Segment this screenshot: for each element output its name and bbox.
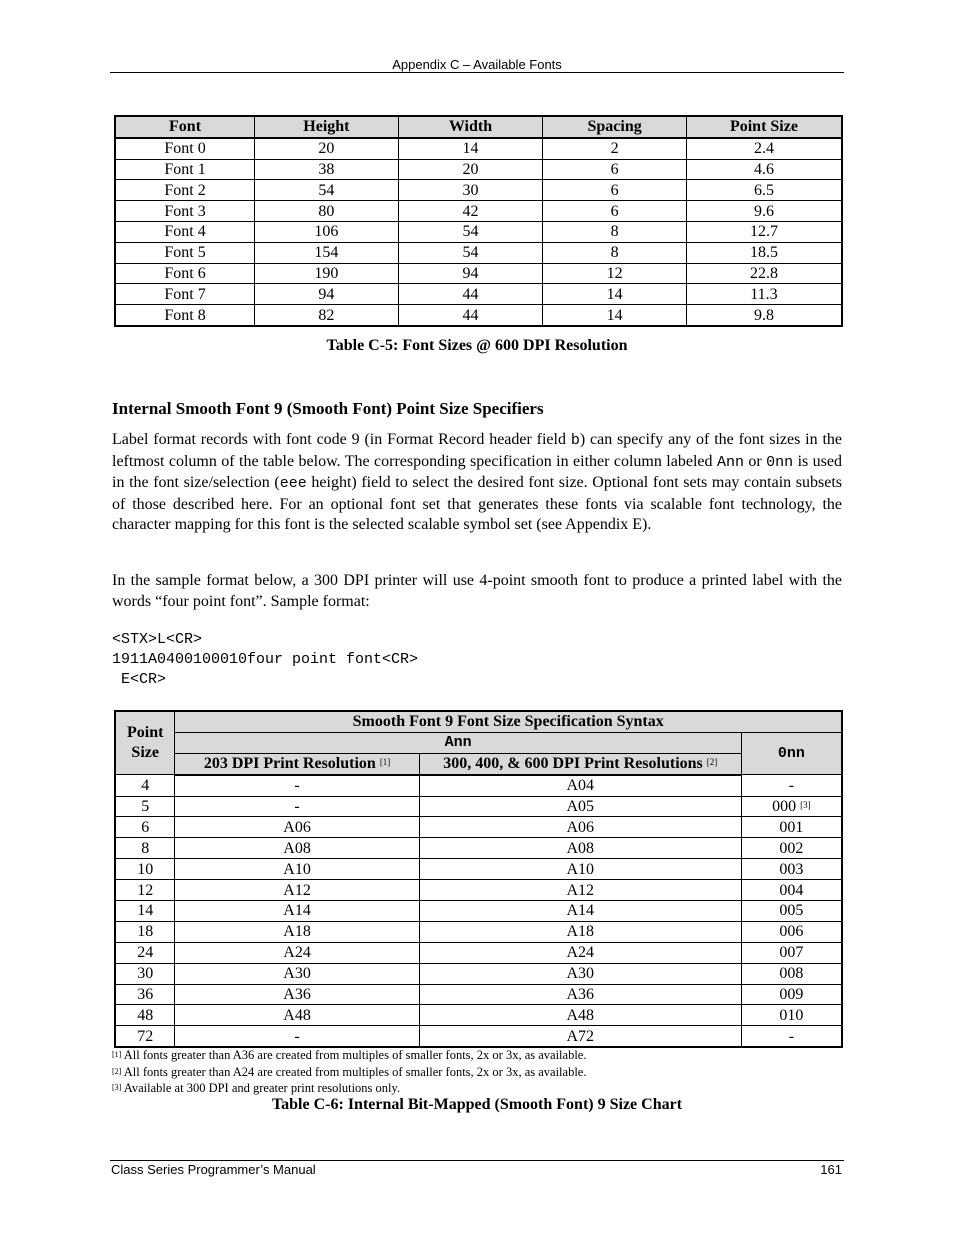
code-line: 1911A0400100010four point font<CR>: [112, 651, 419, 668]
cell-value: 009: [779, 986, 804, 1004]
smooth-font-size-table-body: [115, 775, 842, 1048]
table-cell: Font 0: [115, 138, 255, 159]
table-cell: 106: [255, 221, 399, 242]
cell-value: A72: [566, 1027, 595, 1045]
table-cell: [115, 817, 175, 838]
table-cell: 14: [543, 284, 687, 305]
syntax-group-header: Smooth Font 9 Font Size Specification Syntax: [175, 711, 842, 732]
table-row: [115, 921, 842, 942]
table-cell: 2: [543, 138, 687, 159]
table-cell: 190: [255, 263, 399, 284]
table-cell: Font 1: [115, 159, 255, 180]
table-cell: 80: [255, 201, 399, 222]
table-row: [115, 180, 842, 201]
table-cell: 9.8: [686, 305, 842, 326]
table-row: [115, 942, 842, 963]
table-row: [115, 284, 842, 305]
cell-value: -: [294, 777, 300, 795]
table-cell: [741, 963, 842, 984]
inline-code: b: [570, 432, 580, 449]
cell-value: A14: [283, 902, 311, 920]
footnote-ref: [3]: [800, 800, 811, 810]
cell-value: A30: [283, 965, 311, 983]
cell-value: 001: [779, 818, 804, 836]
cell-value: 008: [779, 965, 804, 983]
col-300-dpi-header: 300, 400, & 600 DPI Print Resolutions [2]: [419, 753, 741, 774]
table-cell: [419, 775, 741, 796]
table-row: [115, 796, 842, 817]
table-row: [115, 984, 842, 1005]
table-cell: [741, 880, 842, 901]
col-203-dpi-header: 203 DPI Print Resolution [1]: [175, 753, 419, 774]
table-row: [115, 305, 842, 326]
table-cell: [115, 880, 175, 901]
cell-value: A05: [566, 798, 595, 815]
table-cell: [741, 817, 842, 838]
cell-value: A24: [283, 944, 311, 962]
table-row: [115, 1005, 842, 1026]
table-cell: 82: [255, 305, 399, 326]
cell-value: A18: [283, 923, 311, 941]
footnote: [2] All fonts greater than A24 are created from multiples of smaller fonts, 2x or 3x, as available.: [112, 1064, 587, 1079]
table-cell: 14: [543, 305, 687, 326]
table-cell: Font 3: [115, 201, 255, 222]
table-cell: [419, 942, 741, 963]
running-footer-title: Class Series Programmer’s Manual: [111, 1162, 316, 1177]
cell-value: 18: [137, 923, 154, 941]
table-header-row: [115, 732, 842, 753]
table-cell: 94: [255, 284, 399, 305]
cell-value: A12: [566, 881, 595, 899]
table-cell: [741, 942, 842, 963]
table-cell: [175, 942, 419, 963]
table-cell: 22.8: [686, 263, 842, 284]
table-cell: [741, 796, 842, 817]
table-cell: [175, 817, 419, 838]
cell-value: 10: [137, 860, 154, 878]
table-cell: [741, 859, 842, 880]
table-cell: [175, 1026, 419, 1047]
smooth-font-size-table: [114, 710, 843, 1048]
table-cell: 38: [255, 159, 399, 180]
code-line: <STX>L<CR>: [112, 631, 203, 648]
table-row: [115, 838, 842, 859]
cell-value: 003: [779, 860, 804, 878]
inline-code: 0nn: [766, 453, 794, 471]
table-cell: [419, 838, 741, 859]
table-cell: Font 5: [115, 242, 255, 263]
table-cell: [175, 859, 419, 880]
table-cell: [419, 921, 741, 942]
cell-value: -: [788, 1027, 795, 1045]
table-cell: [115, 838, 175, 859]
table-caption: Table C-5: Font Sizes @ 600 DPI Resolution: [326, 337, 628, 354]
column-header: Spacing: [543, 116, 687, 138]
cell-value: A08: [283, 839, 311, 857]
font-sizes-table: [114, 115, 843, 327]
cell-value: A24: [566, 944, 595, 962]
table-cell: [115, 859, 175, 880]
cell-value: A06: [566, 818, 595, 836]
table-cell: 11.3: [686, 284, 842, 305]
cell-value: A04: [566, 777, 595, 795]
table-cell: 2.4: [686, 138, 842, 159]
table-cell: [741, 901, 842, 922]
cell-value: 010: [779, 1006, 804, 1024]
table-cell: [115, 1026, 175, 1047]
table-row: [115, 775, 842, 796]
column-header: Font: [115, 116, 255, 138]
cell-value: 8: [141, 839, 150, 857]
table-cell: [175, 796, 419, 817]
table-cell: 6: [543, 159, 687, 180]
cell-value: 002: [779, 839, 804, 857]
page-number: 161: [820, 1162, 842, 1177]
table-cell: 44: [398, 284, 543, 305]
font-sizes-table-body: [115, 138, 842, 326]
table-row: [115, 242, 842, 263]
table-cell: [419, 963, 741, 984]
table-row: [115, 1026, 842, 1047]
table-cell: 154: [255, 242, 399, 263]
table-row: [115, 859, 842, 880]
table-cell: [741, 838, 842, 859]
table-cell: 94: [398, 263, 543, 284]
table-cell: [175, 901, 419, 922]
table-cell: 12.7: [686, 221, 842, 242]
table-row: [115, 880, 842, 901]
table-cell: [419, 880, 741, 901]
cell-value: 48: [137, 1006, 154, 1024]
cell-value: A48: [566, 1006, 595, 1024]
table-cell: 12: [543, 263, 687, 284]
table-cell: 6: [543, 201, 687, 222]
table-cell: [115, 796, 175, 817]
table-cell: 9.6: [686, 201, 842, 222]
inline-code: Ann: [716, 453, 744, 471]
table-cell: 20: [255, 138, 399, 159]
table-cell: [115, 921, 175, 942]
cell-value: A06: [283, 818, 311, 836]
cell-value: 24: [137, 944, 154, 962]
table-cell: [175, 838, 419, 859]
table-cell: [175, 921, 419, 942]
cell-value: A12: [283, 881, 311, 899]
running-header: Appendix C – Available Fonts: [392, 57, 562, 72]
body-paragraph: In the sample format below, a 300 DPI printer will use 4-point smooth font to produce a printed label with the words “four point font”. Sample format:: [112, 572, 842, 610]
table-cell: [115, 942, 175, 963]
cell-value: A08: [566, 839, 595, 857]
cell-value: A18: [566, 923, 595, 941]
inline-code: eee: [279, 475, 307, 493]
body-paragraph: [112, 430, 842, 536]
cell-value: 4: [141, 776, 150, 794]
column-header: Height: [255, 116, 399, 138]
table-cell: [419, 1005, 741, 1026]
table-cell: [115, 775, 175, 796]
footnote: [3] Available at 300 DPI and greater print resolutions only.: [112, 1081, 401, 1095]
table-cell: Font 8: [115, 305, 255, 326]
cell-value: A14: [566, 902, 595, 920]
table-row: [115, 263, 842, 284]
table-cell: 18.5: [686, 242, 842, 263]
footnote-ref: [1]: [379, 757, 391, 768]
cell-value: 004: [779, 881, 804, 899]
cell-value: 000: [772, 798, 797, 815]
paragraph-text: is used in the font size/selection (: [112, 452, 843, 492]
cell-value: A30: [566, 965, 595, 983]
paragraph-text: or: [743, 452, 767, 470]
table-cell: [741, 984, 842, 1005]
column-header: Point Size: [686, 116, 842, 138]
cell-value: A48: [283, 1006, 311, 1024]
table-header-row: [115, 116, 842, 138]
cell-value: -: [294, 798, 300, 815]
table-row: [115, 138, 842, 159]
table-cell: Font 7: [115, 284, 255, 305]
table-header-row: [115, 711, 842, 732]
paragraph-text: Label format records with font code 9 (in Format Record header field: [112, 431, 571, 448]
table-cell: 14: [398, 138, 543, 159]
table-cell: 30: [398, 180, 543, 201]
cell-value: -: [294, 1027, 300, 1045]
table-cell: [741, 1026, 842, 1047]
section-heading: Internal Smooth Font 9 (Smooth Font) Point Size Specifiers: [112, 399, 544, 418]
table-cell: [115, 1005, 175, 1026]
table-header-row: [115, 753, 842, 774]
table-cell: [419, 1026, 741, 1047]
table-cell: [419, 984, 741, 1005]
cell-value: 36: [137, 986, 154, 1004]
table-cell: [115, 963, 175, 984]
sample-format-code: [112, 630, 418, 690]
cell-value: -: [788, 776, 795, 794]
cell-value: 72: [137, 1027, 154, 1045]
table-cell: [175, 963, 419, 984]
table-cell: [175, 775, 419, 796]
cell-value: 12: [137, 881, 154, 899]
table-cell: [419, 817, 741, 838]
table-cell: 8: [543, 221, 687, 242]
cell-value: 007: [779, 944, 804, 962]
table-row: [115, 201, 842, 222]
table-footnotes: [112, 1047, 586, 1097]
table-cell: [419, 901, 741, 922]
cell-value: A36: [566, 986, 595, 1004]
cell-value: A36: [283, 986, 311, 1004]
cell-value: 006: [779, 923, 804, 941]
table-cell: 44: [398, 305, 543, 326]
table-row: [115, 817, 842, 838]
table-cell: 54: [398, 221, 543, 242]
table-cell: 6.5: [686, 180, 842, 201]
cell-value: A10: [283, 860, 311, 878]
cell-value: 30: [137, 965, 154, 983]
table-cell: [741, 775, 842, 796]
table-cell: [175, 880, 419, 901]
cell-value: 14: [137, 902, 154, 920]
table-row: [115, 221, 842, 242]
table-cell: 20: [398, 159, 543, 180]
code-line: E<CR>: [112, 671, 167, 688]
footnote-ref: [2]: [706, 757, 718, 768]
table-row: [115, 901, 842, 922]
footnote: [1] All fonts greater than A36 are created from multiples of smaller fonts, 2x or 3x, as available.: [112, 1048, 587, 1062]
table-cell: Font 4: [115, 221, 255, 242]
table-cell: 8: [543, 242, 687, 263]
table-row: [115, 159, 842, 180]
onn-header: 0nn: [741, 732, 842, 774]
table-cell: 4.6: [686, 159, 842, 180]
cell-value: 5: [141, 798, 150, 815]
paragraph-text: ) can specify any of the font sizes in the leftmost column of the table below. The corresponding specification in either column labeled: [112, 431, 842, 470]
footer-rule: [110, 1160, 844, 1161]
header-rule: [110, 72, 844, 73]
column-header: Width: [398, 116, 543, 138]
table-cell: [741, 921, 842, 942]
table-caption: Table C-6: Internal Bit-Mapped (Smooth Font) 9 Size Chart: [271, 1096, 683, 1113]
paragraph-text: height) field to select the desired font size. Optional font sets may contain subsets of those described here. For an optional font set that generates these fonts via scalable font technology, the character mapping for this font is the selected scalable symbol set (see Appendix E).: [112, 474, 842, 534]
cell-value: A10: [566, 860, 595, 878]
table-cell: 6: [543, 180, 687, 201]
table-cell: 54: [398, 242, 543, 263]
table-cell: 42: [398, 201, 543, 222]
cell-value: 6: [141, 818, 150, 836]
point-size-header: Point Size: [115, 711, 175, 775]
table-cell: [115, 901, 175, 922]
table-cell: [175, 984, 419, 1005]
ann-header: Ann: [175, 732, 741, 753]
table-cell: [741, 1005, 842, 1026]
table-cell: [419, 796, 741, 817]
table-row: [115, 963, 842, 984]
table-cell: Font 2: [115, 180, 255, 201]
table-cell: [115, 984, 175, 1005]
cell-value: 005: [779, 902, 804, 920]
table-cell: Font 6: [115, 263, 255, 284]
table-cell: 54: [255, 180, 399, 201]
table-cell: [175, 1005, 419, 1026]
table-cell: [419, 859, 741, 880]
